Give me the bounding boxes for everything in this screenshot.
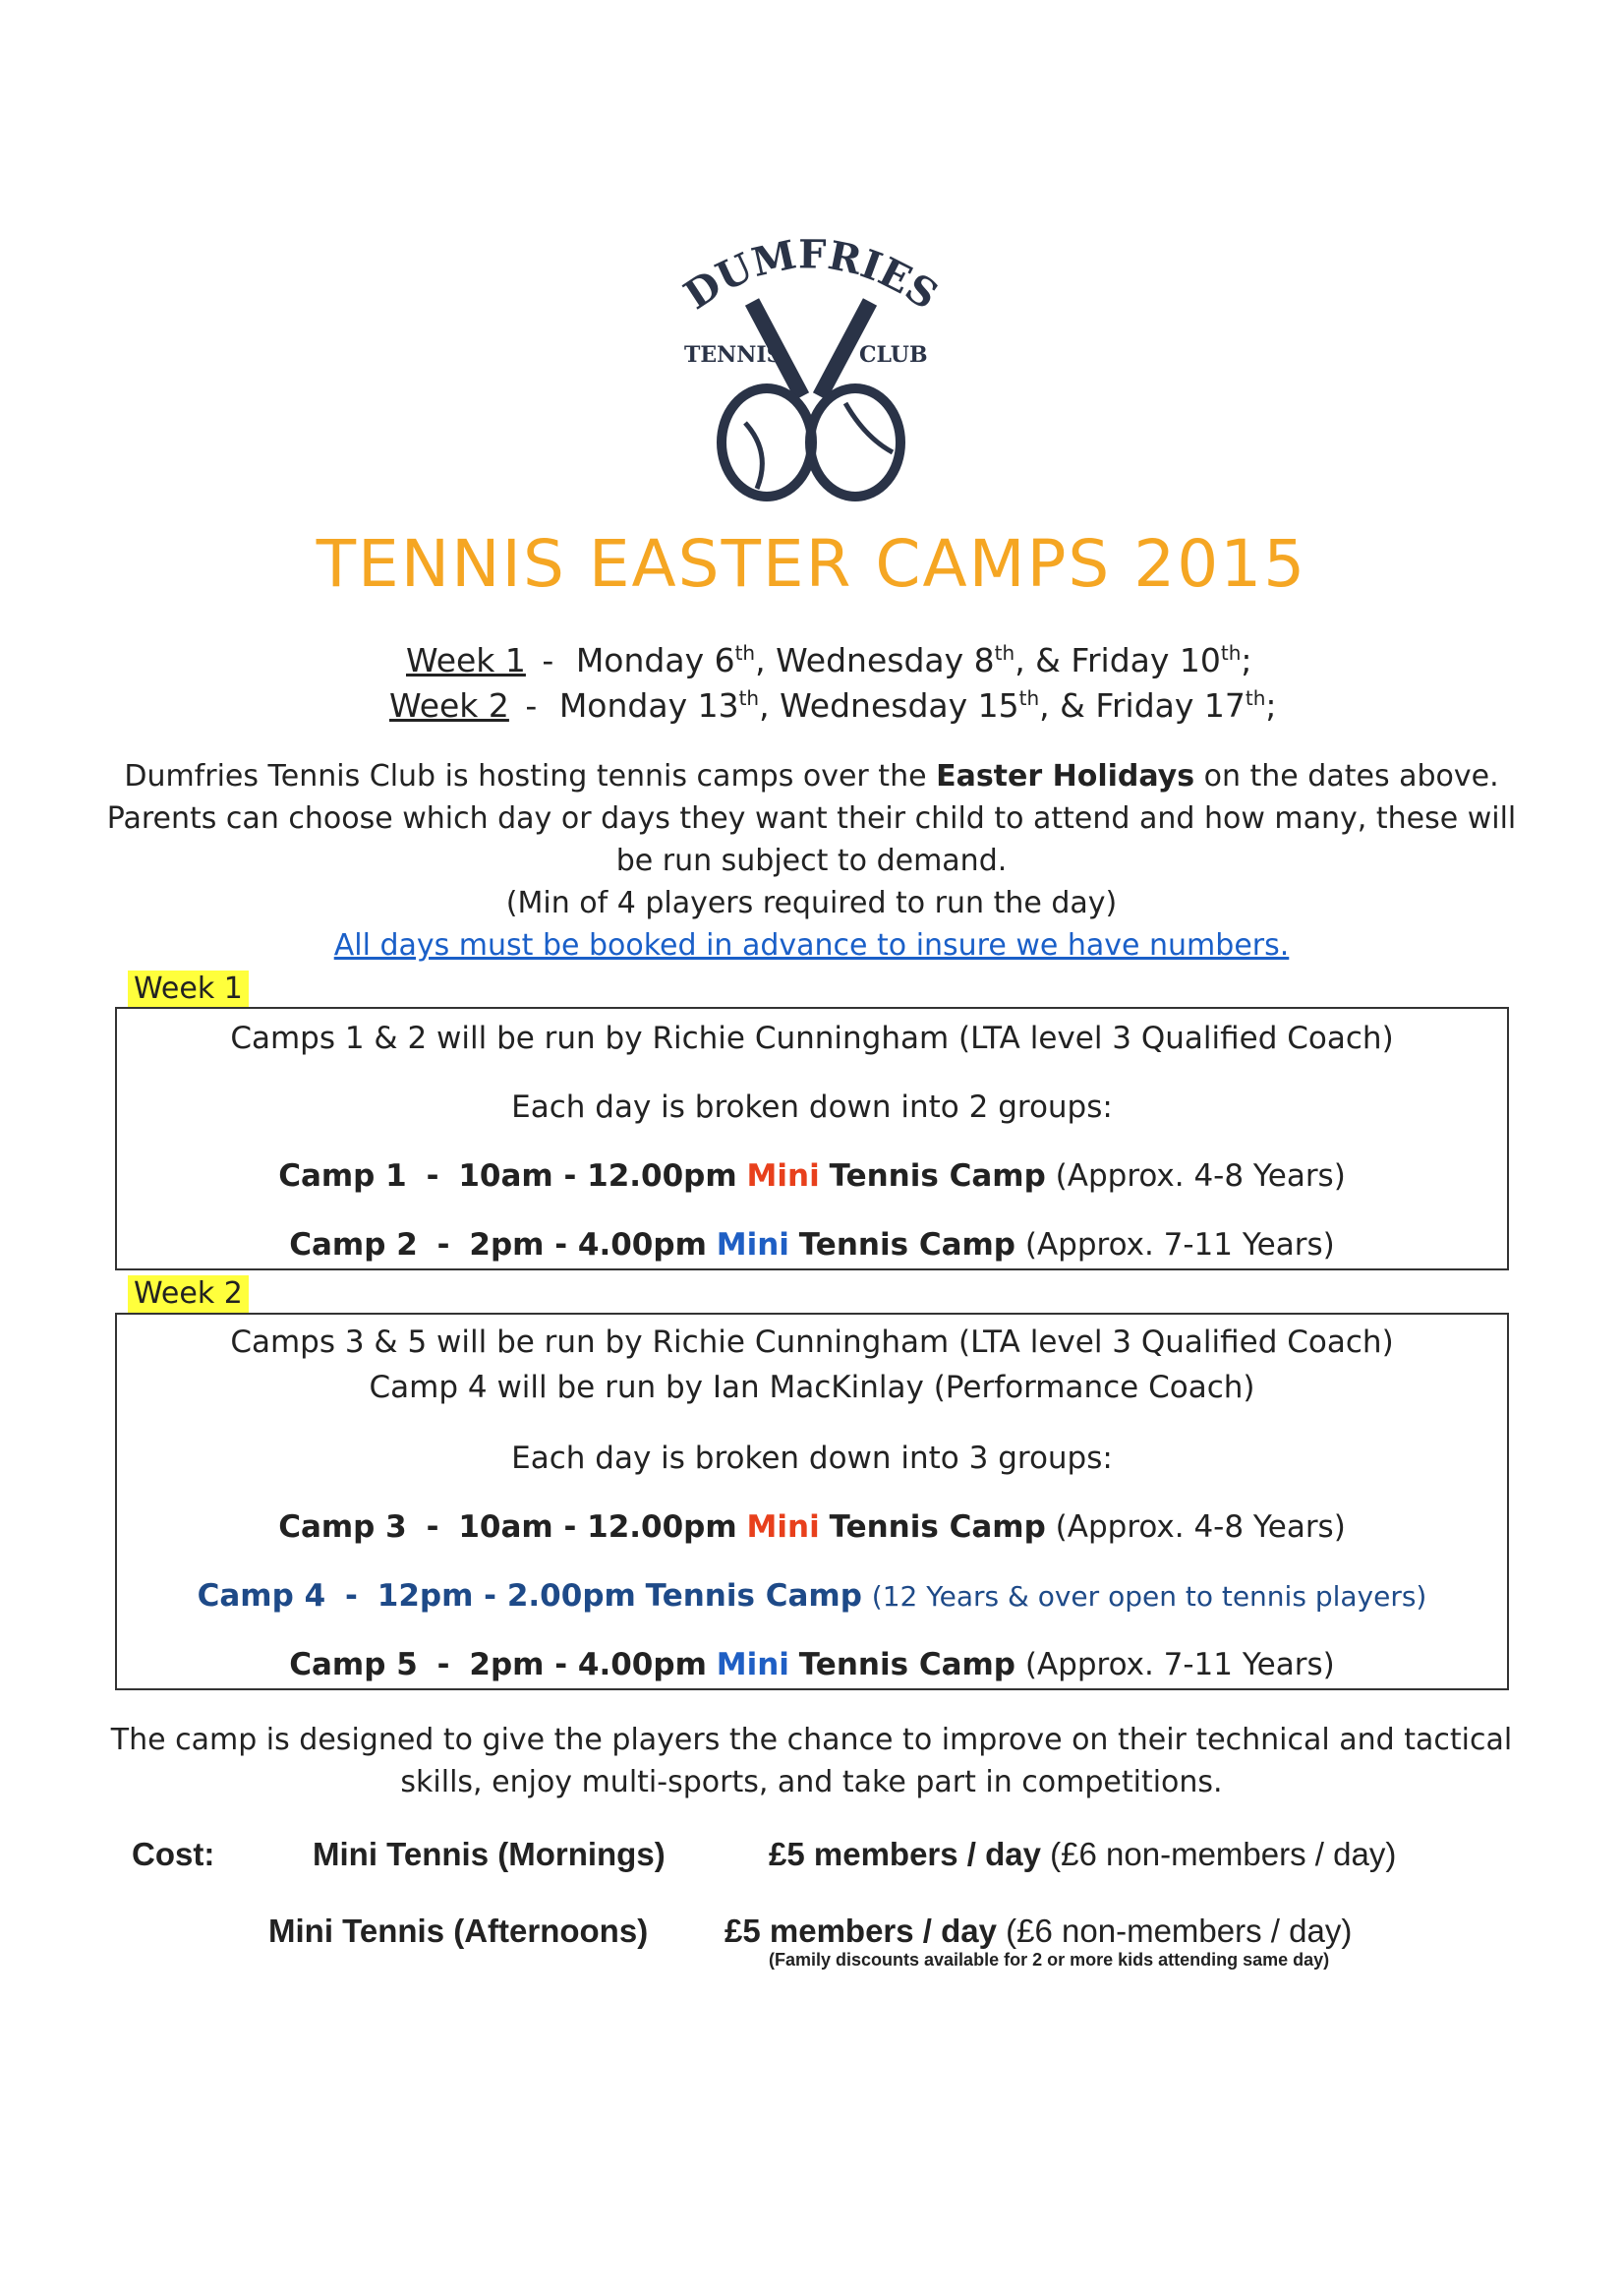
closing-line-1: The camp is designed to give the players the chance to improve on their technical and tactical xyxy=(110,1723,1513,1757)
week1-dates: Week 1 - Monday 6th, Wednesday 8th, & Friday 10th; xyxy=(406,641,1252,679)
intro-line-1: Dumfries Tennis Club is hosting tennis camps over the Easter Holidays on the dates above. xyxy=(124,759,1499,794)
camp-5-row: Camp 5 - 2pm - 4.00pm Mini Tennis Camp (Approx. 7-11 Years) xyxy=(289,1647,1335,1682)
week1-box xyxy=(115,1007,1509,1270)
week2-date-label: Week 2 xyxy=(389,686,509,725)
cost-row-2-price: £5 members / day (£6 non-members / day) xyxy=(725,1913,1353,1949)
closing-line-2: skills, enjoy multi-sports, and take part in competitions. xyxy=(400,1765,1223,1799)
camp-1-row: Camp 1 - 10am - 12.00pm Mini Tennis Camp (Approx. 4-8 Years) xyxy=(278,1158,1346,1194)
intro-text xyxy=(98,755,1525,967)
cost-row-1-session: Mini Tennis (Mornings) xyxy=(313,1836,666,1872)
week2-box xyxy=(115,1313,1509,1690)
camp-4-row: Camp 4 - 12pm - 2.00pm Tennis Camp (12 Years & over open to tennis players) xyxy=(197,1578,1427,1614)
cost-row-2-session: Mini Tennis (Afternoons) xyxy=(268,1913,649,1949)
logo-left-text: TENNIS xyxy=(684,342,783,368)
week2-coach-2: Camp 4 will be run by Ian MacKinlay (Performance Coach) xyxy=(369,1370,1255,1405)
week1-coach: Camps 1 & 2 will be run by Richie Cunningham (LTA level 3 Qualified Coach) xyxy=(230,1021,1394,1056)
week2-coach-1: Camps 3 & 5 will be run by Richie Cunningham (LTA level 3 Qualified Coach) xyxy=(230,1325,1394,1360)
week2-label: Week 2 xyxy=(128,1275,249,1313)
page-title: TENNIS EASTER CAMPS 2015 xyxy=(316,526,1307,602)
logo-right-text: CLUB xyxy=(859,342,928,368)
week1-groups: Each day is broken down into 2 groups: xyxy=(511,1089,1113,1125)
closing-text xyxy=(98,1719,1525,1803)
cost-label: Cost: xyxy=(132,1836,215,1872)
booking-link[interactable]: All days must be booked in advance to insure we have numbers. xyxy=(333,928,1290,963)
week2-groups: Each day is broken down into 3 groups: xyxy=(511,1441,1113,1476)
week2-dates: Week 2 - Monday 13th, Wednesday 15th, & Friday 17th; xyxy=(389,686,1277,725)
week1-date-label: Week 1 xyxy=(406,641,526,679)
week1-label: Week 1 xyxy=(128,971,249,1008)
intro-line-4: (Min of 4 players required to run the day) xyxy=(505,886,1118,920)
cost-row-1-price: £5 members / day (£6 non-members / day) xyxy=(769,1836,1397,1872)
intro-line-3: be run subject to demand. xyxy=(615,844,1008,878)
camp-3-row: Camp 3 - 10am - 12.00pm Mini Tennis Camp (Approx. 4-8 Years) xyxy=(278,1509,1346,1545)
crossed-rackets-icon xyxy=(722,302,900,497)
logo-top-text: DUMFRIES xyxy=(678,231,944,320)
camp-2-row: Camp 2 - 2pm - 4.00pm Mini Tennis Camp (Approx. 7-11 Years) xyxy=(289,1227,1335,1263)
family-discount-note: (Family discounts available for 2 or more kids attending same day) xyxy=(769,1950,1330,1970)
intro-line-2: Parents can choose which day or days they want their child to attend and how many, these will xyxy=(106,801,1517,836)
club-logo xyxy=(678,231,944,516)
